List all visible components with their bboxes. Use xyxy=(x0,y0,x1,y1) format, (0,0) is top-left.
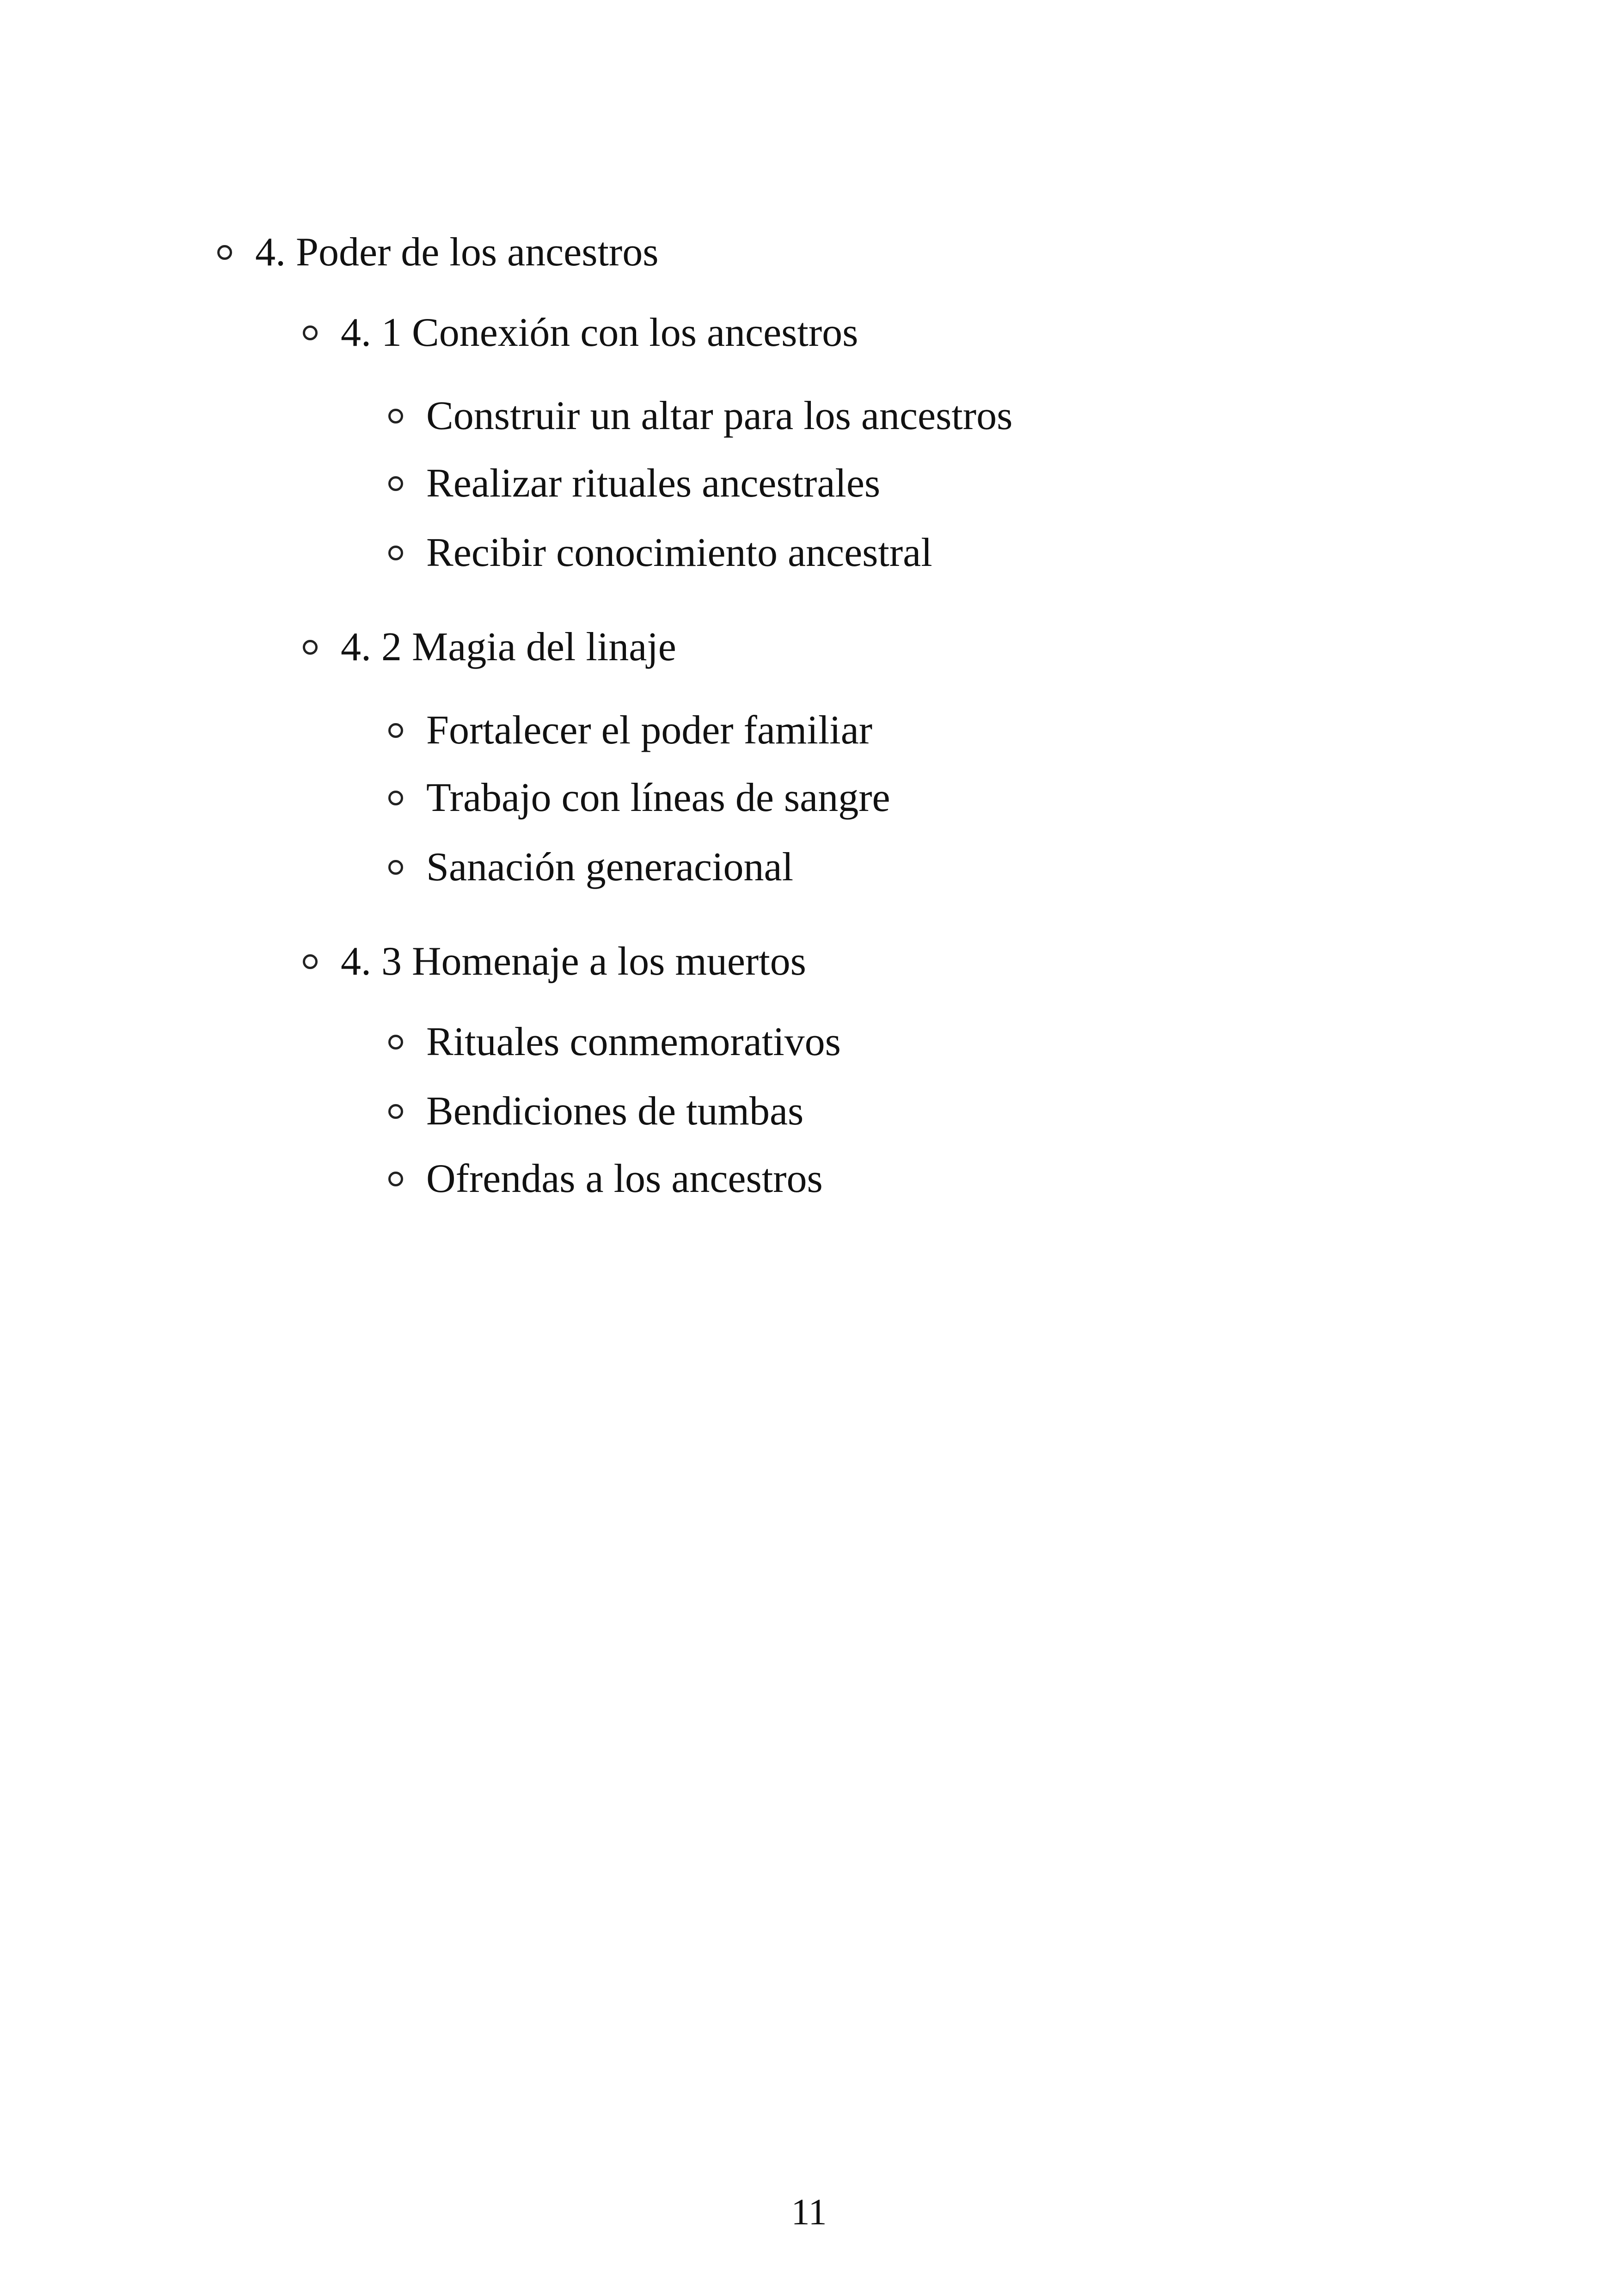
list-item-text: Construir un altar para los ancestros xyxy=(426,393,1013,438)
section-heading: 4. Poder de los ancestros xyxy=(255,230,659,275)
list-item xyxy=(388,393,1013,438)
list-item xyxy=(388,1019,841,1064)
hollow-circle-icon xyxy=(388,1104,403,1119)
subsection-heading: 4. 3 Homenaje a los muertos xyxy=(341,939,806,984)
outline-section xyxy=(217,232,658,273)
hollow-circle-icon xyxy=(388,1035,403,1050)
outline-subsection xyxy=(303,941,806,982)
hollow-circle-icon xyxy=(388,791,403,805)
hollow-circle-icon xyxy=(388,409,403,424)
hollow-circle-icon xyxy=(303,954,318,969)
hollow-circle-icon xyxy=(388,546,403,560)
list-item xyxy=(388,847,793,888)
list-item-text: Rituales conmemorativos xyxy=(426,1019,841,1064)
list-item-text: Realizar rituales ancestrales xyxy=(426,461,881,506)
hollow-circle-icon xyxy=(388,723,403,738)
hollow-circle-icon xyxy=(217,245,232,260)
subsection-heading: 4. 2 Magia del linaje xyxy=(341,625,676,669)
hollow-circle-icon xyxy=(388,476,403,491)
list-item xyxy=(388,463,880,504)
outline-subsection xyxy=(303,310,858,355)
list-item-text: Recibir conocimiento ancestral xyxy=(426,530,932,575)
list-item-text: Fortalecer el poder familiar xyxy=(426,708,873,753)
page-number: 11 xyxy=(791,2192,827,2233)
list-item xyxy=(388,530,932,575)
subsection-heading: 4. 1 Conexión con los ancestros xyxy=(341,310,858,355)
list-item-text: Trabajo con líneas de sangre xyxy=(426,775,890,820)
hollow-circle-icon xyxy=(388,860,403,875)
list-item xyxy=(388,1091,803,1132)
list-item xyxy=(388,775,890,820)
list-item xyxy=(388,710,872,751)
hollow-circle-icon xyxy=(303,325,318,340)
list-item-text: Ofrendas a los ancestros xyxy=(426,1156,823,1201)
hollow-circle-icon xyxy=(303,640,318,655)
outline-subsection xyxy=(303,627,676,668)
list-item xyxy=(388,1156,823,1201)
list-item-text: Bendiciones de tumbas xyxy=(426,1089,804,1134)
hollow-circle-icon xyxy=(388,1172,403,1186)
list-item-text: Sanación generacional xyxy=(426,845,794,890)
